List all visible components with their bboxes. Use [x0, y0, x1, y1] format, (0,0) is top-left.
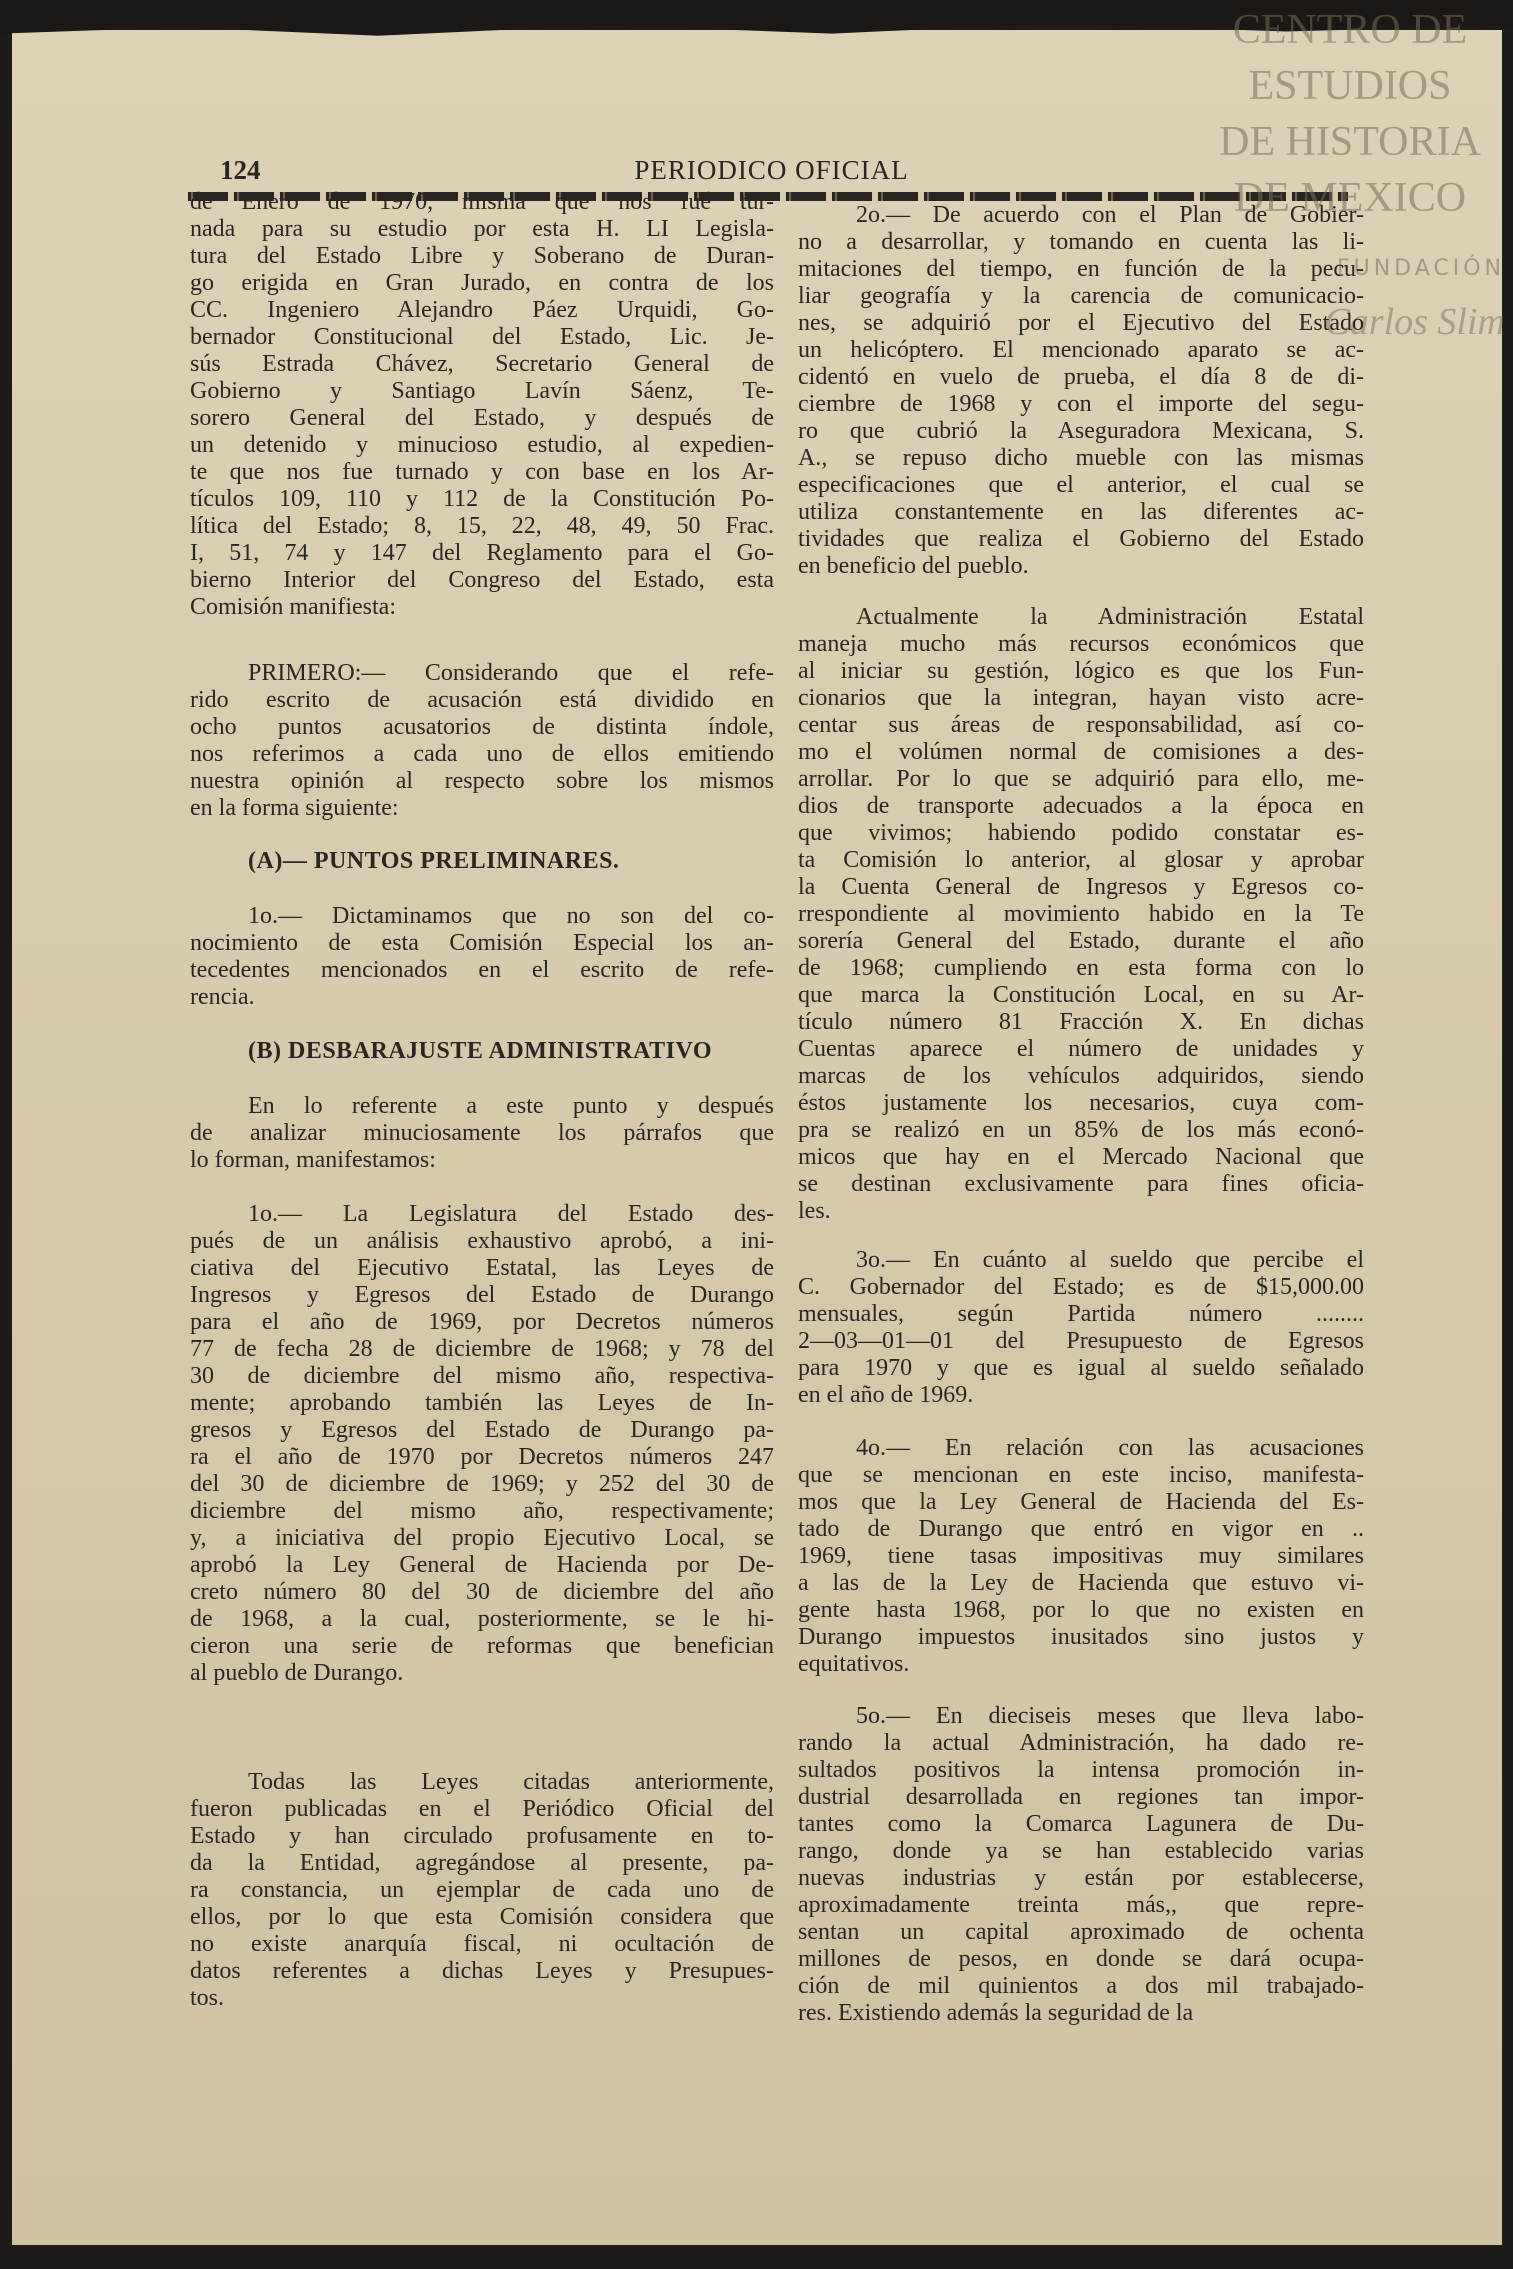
text-line: ciembre de 1968 y con el importe del segu-: [798, 391, 1364, 417]
text-line: tantes como la Comarca Lagunera de Du-: [798, 1811, 1364, 1837]
text-line: mo el volúmen normal de comisiones a des-: [798, 739, 1364, 765]
text-line: aproximadamente treinta más,, que repre-: [798, 1892, 1364, 1918]
text-line: tos.: [190, 1985, 225, 2011]
text-line: micos que hay en el Mercado Nacional que: [798, 1144, 1364, 1170]
text-line: no a desarrollar, y tomando en cuenta las li-: [798, 229, 1364, 255]
text-line: liar geografía y la carencia de comunicacio-: [798, 283, 1364, 309]
text-line: cieron una serie de reformas que benefician: [190, 1633, 774, 1659]
text-line: dios de transporte adecuados a la época en: [798, 793, 1364, 819]
paragraph: [798, 1247, 1364, 1409]
text-line: les.: [798, 1198, 831, 1224]
text-line: ta Comisión lo anterior, al glosar y aprobar: [798, 847, 1364, 873]
text-line: para 1970 y que es igual al sueldo señalado: [798, 1355, 1364, 1381]
text-line: pra se realizó en un 85% de los más econó-: [798, 1117, 1364, 1143]
paragraph: [190, 1093, 774, 1174]
text-line: mitaciones del tiempo, en función de la pecu-: [798, 256, 1364, 282]
text-line: C. Gobernador del Estado; es de $15,000.00: [798, 1274, 1364, 1300]
text-line: gente hasta 1968, por lo que no existen en: [798, 1597, 1364, 1623]
text-line: a las de la Ley de Hacienda que estuvo vi-: [798, 1570, 1364, 1596]
text-line: CC. Ingeniero Alejandro Páez Urquidi, Go-: [190, 297, 774, 323]
text-line: en el año de 1969.: [798, 1382, 974, 1408]
paragraph: [190, 1769, 774, 2012]
text-line: ro que cubrió la Aseguradora Mexicana, S.: [798, 418, 1364, 444]
text-line: tura del Estado Libre y Soberano de Duran-: [190, 243, 774, 269]
text-line: ciativa del Ejecutivo Estatal, las Leyes de: [190, 1255, 774, 1281]
text-line: especificaciones que el anterior, el cual se: [798, 472, 1364, 498]
text-line: Estado y han circulado profusamente en to-: [190, 1823, 774, 1849]
section-heading-text: (A)— PUNTOS PRELIMINARES.: [248, 848, 620, 874]
text-line: pués de un análisis exhaustivo aprobó, a ini-: [190, 1228, 774, 1254]
text-line: te que nos fue turnado y con base en los Ar-: [190, 459, 774, 485]
paragraph: [798, 202, 1364, 580]
text-line: del 30 de diciembre de 1969; y 252 del 30 de: [190, 1471, 774, 1497]
text-line: tividades que realiza el Gobierno del Estado: [798, 526, 1364, 552]
text-line: nuestra opinión al respecto sobre los mismos: [190, 768, 774, 794]
section-heading: [190, 1038, 774, 1065]
text-line: cidentó en vuelo de prueba, el día 8 de di-: [798, 364, 1364, 390]
paragraph: [190, 903, 774, 1011]
text-line: nocimiento de esta Comisión Especial los an-: [190, 930, 774, 956]
text-line: tado de Durango que entró en vigor en ..: [798, 1516, 1364, 1542]
text-line: de analizar minuciosamente los párrafos que: [190, 1120, 774, 1146]
text-line: bernador Constitucional del Estado, Lic. Je-: [190, 324, 774, 350]
text-line: no existe anarquía fiscal, ni ocultación de: [190, 1931, 774, 1957]
text-line: datos referentes a dichas Leyes y Presupues-: [190, 1958, 774, 1984]
text-line: equitativos.: [798, 1651, 910, 1677]
text-line: PRIMERO:— Considerando que el refe-: [248, 660, 774, 686]
text-line: 4o.— En relación con las acusaciones: [856, 1435, 1364, 1461]
watermark-line: DE MEXICO: [1233, 175, 1467, 221]
text-line: nuevas industrias y están por establecerse,: [798, 1865, 1364, 1891]
text-line: rando la actual Administración, ha dado re-: [798, 1730, 1364, 1756]
text-line: arrollar. Por lo que se adquirió para ello, me-: [798, 766, 1364, 792]
text-line: Actualmente la Administración Estatal: [856, 604, 1364, 630]
text-line: sús Estrada Chávez, Secretario General de: [190, 351, 774, 377]
watermark-foundation: FUNDACIÓN: [1336, 256, 1505, 281]
text-line: res. Existiendo además la seguridad de la: [798, 2000, 1194, 2026]
text-line: aprobó la Ley General de Hacienda por De-: [190, 1552, 774, 1578]
paragraph: [190, 1201, 774, 1687]
text-line: centar sus áreas de responsabilidad, así co-: [798, 712, 1364, 738]
text-line: rido escrito de acusación está dividido en: [190, 687, 774, 713]
text-line: Todas las Leyes citadas anteriormente,: [248, 1769, 774, 1795]
text-line: mos que la Ley General de Hacienda del Es-: [798, 1489, 1364, 1515]
text-line: sentan un capital aproximado de ochenta: [798, 1919, 1364, 1945]
text-line: éstos justamente los necesarios, cuya com-: [798, 1090, 1364, 1116]
text-line: 1o.— Dictaminamos que no son del co-: [248, 903, 774, 929]
text-line: rango, donde ya se han establecido varias: [798, 1838, 1364, 1864]
watermark-signature: Carlos Slim: [1324, 301, 1505, 343]
text-line: Ingresos y Egresos del Estado de Durango: [190, 1282, 774, 1308]
text-line: mente; aprobando también las Leyes de In-: [190, 1390, 774, 1416]
text-line: sorería General del Estado, durante el año: [798, 928, 1364, 954]
text-line: da la Entidad, agregándose al presente, pa-: [190, 1850, 774, 1876]
text-line: lo forman, manifestamos:: [190, 1147, 436, 1173]
text-line: que vivimos; habiendo podido constatar es-: [798, 820, 1364, 846]
text-line: dustrial desarrollada en regiones tan impor-: [798, 1784, 1364, 1810]
text-line: marcas de los vehículos adquiridos, siendo: [798, 1063, 1364, 1089]
paragraph: [798, 1703, 1364, 2027]
paragraph: [798, 1435, 1364, 1678]
text-line: nes, se adquirió por el Ejecutivo del Estado: [798, 310, 1364, 336]
text-line: maneja mucho más recursos económicos que: [798, 631, 1364, 657]
text-line: al pueblo de Durango.: [190, 1660, 404, 1686]
text-line: tecedentes mencionados en el escrito de refe-: [190, 957, 774, 983]
text-line: Durango impuestos inusitados sino justos y: [798, 1624, 1364, 1650]
text-line: 3o.— En cuánto al sueldo que percibe el: [856, 1247, 1364, 1273]
text-line: que se mencionan en este inciso, manifesta-: [798, 1462, 1364, 1488]
watermark-archive: [1200, 2, 1500, 226]
text-line: ocho puntos acusatorios de distinta índole,: [190, 714, 774, 740]
text-line: tículo número 81 Fracción X. En dichas: [798, 1009, 1364, 1035]
text-line: rrespondiente al movimiento habido en la Te: [798, 901, 1364, 927]
text-line: diciembre del mismo año, respectivamente;: [190, 1498, 774, 1524]
text-line: gresos y Egresos del Estado de Durango pa-: [190, 1417, 774, 1443]
text-line: de 1968, a la cual, posteriormente, se le hi-: [190, 1606, 774, 1632]
text-line: I, 51, 74 y 147 del Reglamento para el Go-: [190, 540, 774, 566]
section-heading-text: (B) DESBARAJUSTE ADMINISTRATIVO: [248, 1038, 712, 1064]
text-line: bierno Interior del Congreso del Estado, esta: [190, 567, 774, 593]
text-line: 1o.— La Legislatura del Estado des-: [248, 1201, 774, 1227]
text-line: en la forma siguiente:: [190, 795, 399, 821]
text-line: nada para su estudio por esta H. LI Legisla-: [190, 216, 774, 242]
text-line: la Cuenta General de Ingresos y Egresos co-: [798, 874, 1364, 900]
paragraph: [190, 660, 774, 822]
text-line: al iniciar su gestión, lógico es que los Fun-: [798, 658, 1364, 684]
text-line: Gobierno y Santiago Lavín Sáenz, Te-: [190, 378, 774, 404]
text-line: ellos, por lo que esta Comisión considera que: [190, 1904, 774, 1930]
text-line: tículos 109, 110 y 112 de la Constitución Po-: [190, 486, 774, 512]
text-line: rencia.: [190, 984, 255, 1010]
text-line: ra el año de 1970 por Decretos números 247: [190, 1444, 774, 1470]
text-line: cionarios que la integran, hayan visto acre-: [798, 685, 1364, 711]
text-line: en beneficio del pueblo.: [798, 553, 1029, 579]
section-heading: [190, 848, 774, 875]
text-line: millones de pesos, en donde se dará ocupa-: [798, 1946, 1364, 1972]
text-line: 2o.— De acuerdo con el Plan de Gobier-: [856, 202, 1364, 228]
watermark-line: ESTUDIOS: [1248, 63, 1452, 109]
text-line: se destinan exclusivamente para fines oficia-: [798, 1171, 1364, 1197]
text-line: En lo referente a este punto y después: [248, 1093, 774, 1119]
text-line: 30 de diciembre del mismo año, respectiva-: [190, 1363, 774, 1389]
text-line: un detenido y minucioso estudio, al expedien-: [190, 432, 774, 458]
text-line: 2—03—01—01 del Presupuesto de Egresos: [798, 1328, 1364, 1354]
text-line: de 1968; cumpliendo en esta forma con lo: [798, 955, 1364, 981]
text-line: nos referimos a cada uno de ellos emitiendo: [190, 741, 774, 767]
text-line: mensuales, según Partida número ........: [798, 1301, 1364, 1327]
text-line: para el año de 1969, por Decretos números: [190, 1309, 774, 1335]
paragraph: [190, 189, 774, 621]
text-line: sorero General del Estado, y después de: [190, 405, 774, 431]
text-line: go erigida en Gran Jurado, en contra de los: [190, 270, 774, 296]
text-line: creto número 80 del 30 de diciembre del año: [190, 1579, 774, 1605]
text-line: fueron publicadas en el Periódico Oficial del: [190, 1796, 774, 1822]
text-line: y, a iniciativa del propio Ejecutivo Local, se: [190, 1525, 774, 1551]
text-line: A., se repuso dicho mueble con las mismas: [798, 445, 1364, 471]
paragraph: [798, 604, 1364, 1225]
page-number: 124: [220, 155, 261, 185]
text-line: lítica del Estado; 8, 15, 22, 48, 49, 50 Frac.: [190, 513, 774, 539]
text-line: 1969, tiene tasas impositivas muy similares: [798, 1543, 1364, 1569]
text-line: 77 de fecha 28 de diciembre de 1968; y 78 del: [190, 1336, 774, 1362]
text-line: 5o.— En dieciseis meses que lleva labo-: [856, 1703, 1364, 1729]
publication-title: PERIODICO OFICIAL: [634, 155, 909, 185]
text-line: ción de mil quinientos a dos mil trabajado-: [798, 1973, 1364, 1999]
text-line: Cuentas aparece el número de unidades y: [798, 1036, 1364, 1062]
watermark-line: DE HISTORIA: [1219, 119, 1481, 165]
text-line: sultados positivos la intensa promoción in-: [798, 1757, 1364, 1783]
text-line: que marca la Constitución Local, en su Ar-: [798, 982, 1364, 1008]
text-line: ra constancia, un ejemplar de cada uno de: [190, 1877, 774, 1903]
text-line: un helicóptero. El mencionado aparato se ac-: [798, 337, 1364, 363]
text-line: utiliza constantemente en las diferentes ac-: [798, 499, 1364, 525]
watermark-line: CENTRO DE: [1232, 7, 1468, 53]
text-line: Comisión manifiesta:: [190, 594, 396, 620]
text-line: de Enero de 1970, misma que nos fué tur-: [190, 189, 774, 215]
